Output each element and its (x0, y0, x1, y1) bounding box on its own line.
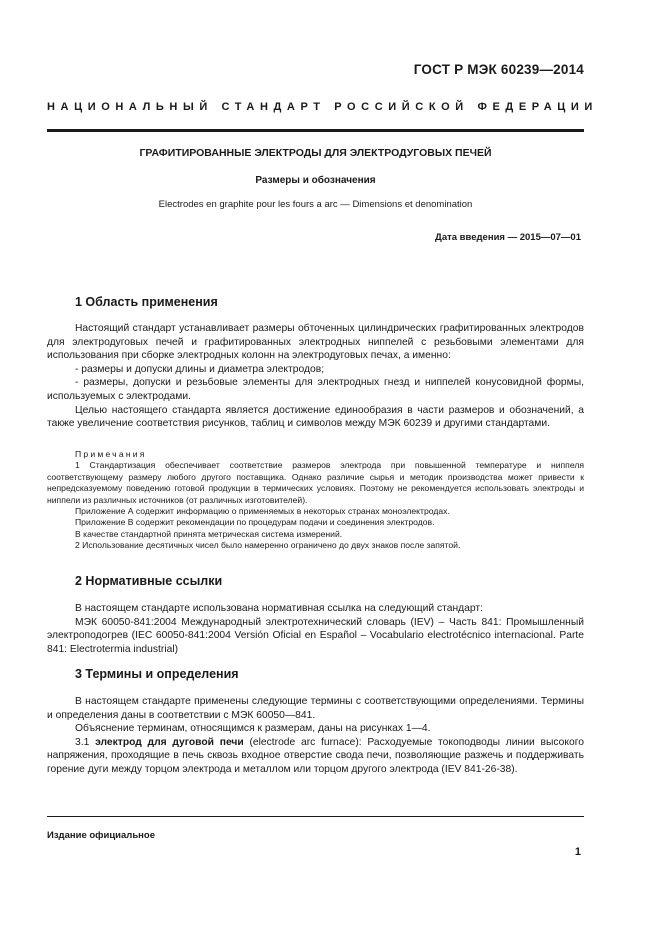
section-2-body (47, 602, 584, 656)
document-foreign-title: Electrodes en graphite pour les fours a arc — Dimensions et denomination (158, 199, 473, 210)
note-item: Приложение А содержит информацию о применяемых в некоторых странах моноэлектродах. (75, 506, 450, 517)
section-1-list-item: - размеры и допуски длины и диаметра электродов; (75, 363, 325, 375)
section-3-paragraph: В настоящем стандарте применены следующие термины с соответствующими определениями. Термины и определения даны в соответствии с МЭК 60050—841. (47, 696, 584, 721)
term-name: электрод для дуговой печи (95, 736, 244, 748)
document-title: ГРАФИТИРОВАННЫЕ ЭЛЕКТРОДЫ ДЛЯ ЭЛЕКТРОДУГОВЫХ ПЕЧЕЙ (139, 147, 492, 159)
section-3-paragraph: Объяснение терминам, относящимся к размерам, даны на рисунках 1—4. (75, 723, 431, 735)
note-item: 1 Стандартизация обеспечивает соответствие размеров электрода при повышенной температуре и ниппеля соответствующему размеру любого другого поставщика. Однако различие сырья и методик производства может привести к непредсказуемому поведению готовой продукции в термических условиях. Поэтому не рекомендуется использовать электроды и ниппели из различных источников (от различных изготовителей). (47, 460, 584, 505)
term-definition (47, 736, 584, 777)
notes-heading: Примечания (75, 449, 147, 459)
header-divider (47, 129, 584, 132)
term-text: (electrode arc furnace): Расходуемые токоподводы линии высокого напряжения, проходящие в печь сквозь входное отверстие свода печи, позволяющие разжечь и поддерживать горение дуги между торцом электрода и металлом или торцом другого электрода (IEV 841-26-38). (47, 736, 584, 775)
section-1-paragraph: Настоящий стандарт устанавливает размеры обточенных цилиндрических графитированных электродов для электродуговых печей и графитированных электродных ниппелей с резьбовыми элементами для использования при сборке электродных колонн на электродуговых печах, а именно: (47, 323, 584, 362)
section-1-paragraph: Целью настоящего стандарта является достижение единообразия в части размеров и обозначений, а также увеличение соответствия рисунков, таблиц и символов между МЭК 60239 и другими стандартами. (47, 404, 584, 430)
section-3-heading: 3 Термины и определения (75, 667, 239, 681)
note-item: 2 Использование десятичных чисел было намеренно ограничено до двух знаков после запятой. (75, 540, 461, 551)
document-subtitle: Размеры и обозначения (255, 175, 376, 186)
national-standard-banner: НАЦИОНАЛЬНЫЙ СТАНДАРТ РОССИЙСКОЙ ФЕДЕРАЦИИ (47, 101, 598, 113)
section-3-body (47, 695, 584, 777)
term-number: 3.1 (75, 736, 90, 748)
section-1-list-item: - размеры, допуски и резьбовые элементы для электродных гнезд и ниппелей конусовидной формы, используемых с электродами. (47, 377, 584, 402)
note-item: В качестве стандартной принята метрическая система измерений. (75, 528, 343, 539)
section-2-heading: 2 Нормативные ссылки (75, 574, 223, 588)
section-1-heading: 1 Область применения (75, 295, 218, 309)
introduction-date: Дата введения — 2015—07—01 (435, 232, 581, 243)
footer-divider (47, 816, 584, 817)
page-number: 1 (574, 846, 581, 858)
section-2-paragraph: В настоящем стандарте использована нормативная ссылка на следующий стандарт: (75, 603, 483, 614)
note-item: Приложение В содержит рекомендации по процедурам подачи и соединения электродов. (75, 517, 435, 528)
section-2-reference: МЭК 60050-841:2004 Международный электротехнический словарь (IEV) – Часть 841: Промышленный электроподогрев (IEC 60050-841:2004 Versión Oficial en Español – Vocabulario electrotécnico internacional. Parte 841: Electrotermia industrial) (47, 616, 584, 655)
section-1-notes (47, 449, 584, 552)
official-edition-label: Издание официальное (47, 830, 155, 841)
gost-code: ГОСТ Р МЭК 60239—2014 (413, 62, 584, 77)
section-1-body (47, 322, 584, 431)
